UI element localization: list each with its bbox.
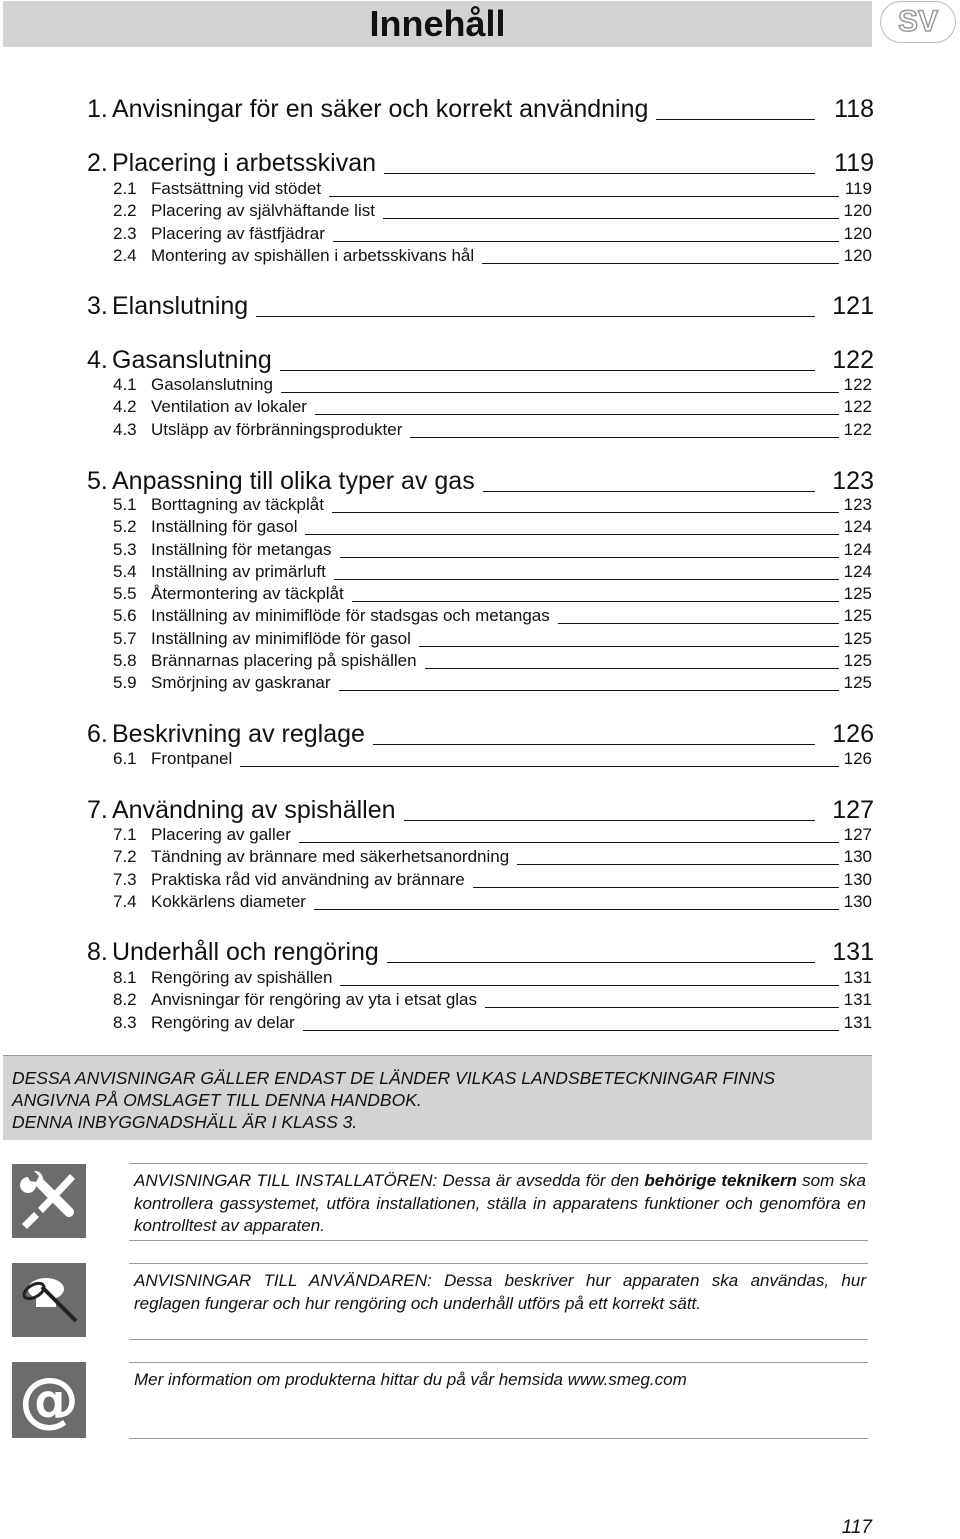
website-info	[129, 1362, 868, 1439]
toc-leader-line	[383, 218, 839, 219]
toc-number: 5.7	[113, 628, 137, 648]
notice-line: ANGIVNA PÅ OMSLAGET TILL DENNA HANDBOK.	[12, 1090, 422, 1110]
toc-page-number: 124	[843, 539, 872, 559]
installer-text: ANVISNINGAR TILL INSTALLATÖREN: Dessa är avsedda för den behörige teknikern som ska kontrollera gassystemet, utföra installationen, ställa in apparatens funktioner och genomföra en kontrolltest av apparaten.	[134, 1171, 866, 1235]
notice-line: DESSA ANVISNINGAR GÄLLER ENDAST DE LÄNDER VILKAS LANDSBETECKNINGAR FINNS	[12, 1068, 776, 1088]
toc-number: 7.2	[113, 847, 137, 867]
toc-number: 6.1	[113, 749, 137, 768]
toc-leader-line	[373, 744, 815, 745]
toc-title: Placering i arbetsskivan	[112, 149, 377, 177]
toc-number: 4.3	[113, 419, 137, 439]
toc-page-number: 122	[832, 346, 874, 374]
toc-title: Inställning för gasol	[151, 517, 298, 537]
toc-number: 5.4	[113, 561, 137, 581]
toc-title: Beskrivning av reglage	[112, 720, 365, 748]
toc-number: 5.5	[113, 584, 137, 603]
toc-number: 2.3	[113, 223, 137, 243]
toc-leader-line	[404, 820, 815, 821]
toc-number: 5.	[87, 467, 108, 495]
toc-page-number: 122	[843, 397, 872, 417]
toc-page-number: 124	[843, 517, 872, 537]
toc-number: 8.2	[113, 990, 137, 1010]
toc-leader-line	[334, 579, 839, 580]
toc-title: Tändning av brännare med säkerhetsanordning	[151, 847, 510, 867]
toc-title: Inställning av primärluft	[151, 561, 326, 581]
toc-title: Återmontering av täckplåt	[151, 584, 344, 603]
page-title: Innehåll	[369, 3, 506, 44]
toc-number: 7.1	[113, 825, 137, 844]
toc-number: 5.8	[113, 650, 137, 670]
toc-leader-line	[419, 646, 839, 647]
toc-leader-line	[656, 119, 815, 120]
toc-title: Användning av spishällen	[112, 796, 396, 824]
toc-number: 5.2	[113, 517, 137, 537]
toc-leader-line	[303, 1030, 839, 1031]
toc-page-number: 131	[843, 990, 872, 1010]
toc-number: 2.2	[113, 201, 137, 221]
toc-leader-line	[340, 985, 839, 986]
toc-leader-line	[384, 173, 815, 174]
toc-number: 7.4	[113, 891, 137, 911]
toc-page-number: 127	[832, 796, 874, 824]
toc-leader-line	[517, 864, 839, 865]
toc-title: Kokkärlens diameter	[151, 891, 306, 911]
header-bar	[3, 1, 872, 47]
language-badge: SV	[880, 1, 956, 43]
toc-page-number: 119	[834, 149, 874, 177]
toc-title: Anpassning till olika typer av gas	[112, 467, 475, 495]
toc-leader-line	[281, 392, 839, 393]
toc-page-number: 120	[843, 245, 872, 265]
toc-number: 2.4	[113, 245, 137, 265]
toc-number: 7.3	[113, 869, 137, 889]
country-notice	[3, 1055, 872, 1140]
toc-title: Inställning av minimiflöde för stadsgas och metangas	[151, 606, 550, 626]
toc-page-number: 125	[843, 673, 872, 692]
toc-number: 1.	[87, 95, 108, 123]
toc-page-number: 119	[844, 179, 872, 198]
toc-page-number: 126	[832, 720, 874, 748]
toc-page-number: 123	[843, 495, 872, 514]
toc-page-number: 130	[843, 891, 872, 911]
tools-icon	[12, 1164, 86, 1238]
toc-number: 8.1	[113, 968, 137, 987]
toc-number: 5.9	[113, 673, 137, 692]
toc-page-number: 118	[834, 95, 874, 123]
toc-title: Placering av galler	[151, 825, 291, 844]
toc-title: Anvisningar för en säker och korrekt användning	[112, 95, 649, 123]
toc-title: Utsläpp av förbränningsprodukter	[151, 419, 403, 439]
toc-page-number: 122	[843, 419, 872, 439]
toc-title: Placering av självhäftande list	[151, 201, 375, 221]
page-number: 117	[841, 1517, 872, 1538]
toc-title: Rengöring av spishällen	[151, 968, 333, 987]
toc-number: 5.1	[113, 495, 137, 514]
toc-leader-line	[387, 962, 815, 963]
toc-leader-line	[558, 623, 839, 624]
toc-title: Montering av spishällen i arbetsskivans hål	[151, 245, 475, 265]
toc-leader-line	[315, 414, 839, 415]
toc-page-number: 125	[843, 584, 872, 603]
toc-page-number: 127	[843, 825, 872, 844]
toc-title: Inställning för metangas	[151, 539, 332, 559]
toc-page-number: 120	[843, 223, 872, 243]
toc-leader-line	[425, 668, 839, 669]
toc-page-number: 131	[832, 938, 874, 966]
toc-number: 4.2	[113, 397, 137, 417]
toc-leader-line	[305, 534, 839, 535]
toc-title: Smörjning av gaskranar	[151, 673, 331, 692]
toc-title: Rengöring av delar	[151, 1012, 295, 1032]
toc-title: Ventilation av lokaler	[151, 397, 307, 417]
user-text: ANVISNINGAR TILL ANVÄNDAREN: Dessa beskriver hur apparaten ska användas, hur reglagen fungerar och hur rengöring och underhåll utförs på ett korrekt sätt.	[134, 1271, 866, 1313]
toc-leader-line	[299, 842, 839, 843]
toc-leader-line	[485, 1007, 839, 1008]
toc-page-number: 131	[843, 1012, 872, 1032]
toc-number: 8.3	[113, 1012, 137, 1032]
toc-title: Frontpanel	[151, 749, 233, 768]
toc-number: 2.	[87, 149, 108, 177]
toc-title: Fastsättning vid stödet	[151, 179, 322, 198]
toc-leader-line	[352, 601, 839, 602]
toc-title: Gasanslutning	[112, 346, 272, 374]
toc-title: Borttagning av täckplåt	[151, 495, 324, 514]
toc-leader-line	[483, 491, 815, 492]
toc-leader-line	[340, 557, 839, 558]
user-instructions	[129, 1263, 868, 1340]
toc-title: Placering av fästfjädrar	[151, 223, 325, 243]
toc-number: 5.6	[113, 606, 137, 626]
toc-title: Underhåll och rengöring	[112, 938, 379, 966]
website-text: Mer information om produkterna hittar du på vår hemsida www.smeg.com	[134, 1370, 687, 1389]
toc-page-number: 131	[843, 968, 872, 987]
toc-leader-line	[314, 909, 839, 910]
toc-page-number: 126	[843, 749, 872, 768]
toc-leader-line	[410, 437, 839, 438]
svg-text:@: @	[19, 1365, 79, 1435]
toc-page-number: 125	[843, 606, 872, 626]
toc-leader-line	[329, 196, 839, 197]
toc-title: Elanslutning	[112, 292, 249, 320]
toc-leader-line	[333, 241, 839, 242]
toc-number: 4.1	[113, 375, 137, 394]
toc-page-number: 125	[843, 628, 872, 648]
toc-page-number: 130	[843, 869, 872, 889]
toc-leader-line	[256, 316, 815, 317]
toc-page-number: 124	[843, 561, 872, 581]
toc-leader-line	[332, 512, 839, 513]
toc-page-number: 123	[832, 467, 874, 495]
toc-number: 5.3	[113, 539, 137, 559]
toc-page-number: 130	[843, 847, 872, 867]
toc-title: Anvisningar för rengöring av yta i etsat glas	[151, 990, 478, 1010]
toc-page-number: 121	[832, 292, 874, 320]
toc-leader-line	[280, 370, 815, 371]
toc-number: 4.	[87, 346, 108, 374]
toc-title: Praktiska råd vid användning av brännare	[151, 869, 465, 889]
toc-number: 2.1	[113, 179, 137, 198]
installer-instructions	[129, 1163, 868, 1241]
toc-leader-line	[482, 263, 839, 264]
chef-spoon-icon	[12, 1263, 86, 1337]
toc-title: Gasolanslutning	[151, 375, 273, 394]
toc-title: Brännarnas placering på spishällen	[151, 650, 417, 670]
toc-number: 7.	[87, 796, 108, 824]
toc-page-number: 125	[843, 650, 872, 670]
toc-number: 6.	[87, 720, 108, 748]
toc-page-number: 120	[843, 201, 872, 221]
toc-title: Inställning av minimiflöde för gasol	[151, 628, 411, 648]
toc-page-number: 122	[843, 375, 872, 394]
at-sign-icon	[12, 1362, 86, 1438]
notice-line: DENNA INBYGGNADSHÄLL ÄR I KLASS 3.	[12, 1112, 358, 1132]
toc-leader-line	[240, 766, 839, 767]
toc-leader-line	[473, 887, 839, 888]
toc-leader-line	[339, 690, 839, 691]
toc-number: 3.	[87, 292, 108, 320]
toc-number: 8.	[87, 938, 108, 966]
